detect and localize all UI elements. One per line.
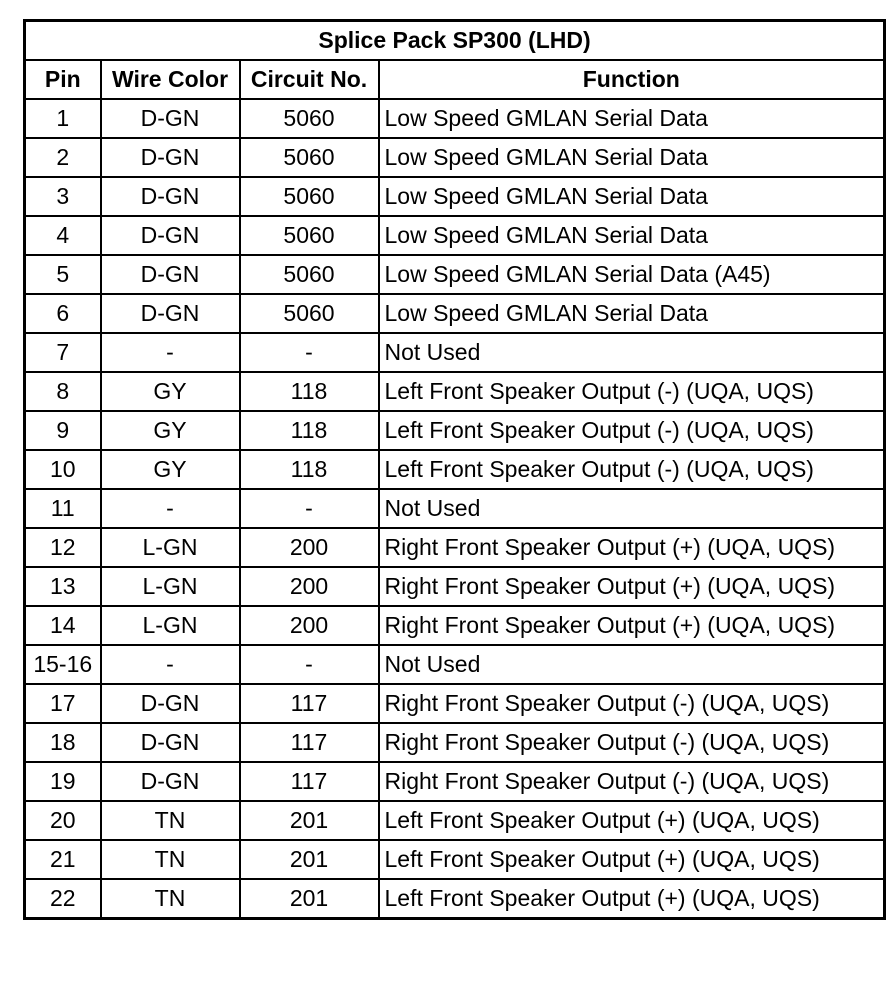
- function-cell: Left Front Speaker Output (-) (UQA, UQS): [379, 372, 885, 411]
- header-pin: Pin: [25, 60, 101, 99]
- table-row: [25, 411, 885, 450]
- circuit-cell: -: [240, 333, 379, 372]
- wire-color-cell: GY: [101, 372, 240, 411]
- pin-cell: 19: [25, 762, 101, 801]
- wire-color-cell: -: [101, 645, 240, 684]
- circuit-cell: 117: [240, 723, 379, 762]
- function-cell: Left Front Speaker Output (-) (UQA, UQS): [379, 411, 885, 450]
- pin-cell: 5: [25, 255, 101, 294]
- pin-cell: 12: [25, 528, 101, 567]
- table-row: [25, 840, 885, 879]
- pin-cell: 10: [25, 450, 101, 489]
- wire-color-cell: D-GN: [101, 177, 240, 216]
- table-row: [25, 606, 885, 645]
- pin-cell: 11: [25, 489, 101, 528]
- function-cell: Low Speed GMLAN Serial Data: [379, 138, 885, 177]
- table-row: [25, 450, 885, 489]
- function-cell: Not Used: [379, 489, 885, 528]
- wire-color-cell: GY: [101, 411, 240, 450]
- wire-color-cell: D-GN: [101, 723, 240, 762]
- circuit-cell: 118: [240, 450, 379, 489]
- function-cell: Low Speed GMLAN Serial Data: [379, 177, 885, 216]
- function-cell: Right Front Speaker Output (+) (UQA, UQS): [379, 567, 885, 606]
- table-row: [25, 684, 885, 723]
- circuit-cell: 200: [240, 567, 379, 606]
- function-cell: Right Front Speaker Output (-) (UQA, UQS): [379, 723, 885, 762]
- table-row: [25, 99, 885, 138]
- table-row: [25, 138, 885, 177]
- wire-color-cell: -: [101, 489, 240, 528]
- pin-cell: 14: [25, 606, 101, 645]
- function-cell: Right Front Speaker Output (+) (UQA, UQS): [379, 528, 885, 567]
- circuit-cell: 5060: [240, 255, 379, 294]
- header-circuit-no: Circuit No.: [240, 60, 379, 99]
- circuit-cell: 117: [240, 684, 379, 723]
- pin-cell: 3: [25, 177, 101, 216]
- function-cell: Right Front Speaker Output (+) (UQA, UQS): [379, 606, 885, 645]
- wire-color-cell: L-GN: [101, 606, 240, 645]
- wire-color-cell: D-GN: [101, 255, 240, 294]
- pin-cell: 6: [25, 294, 101, 333]
- table-row: [25, 255, 885, 294]
- table-body: [25, 99, 885, 919]
- circuit-cell: 200: [240, 528, 379, 567]
- wire-color-cell: D-GN: [101, 762, 240, 801]
- circuit-cell: 118: [240, 411, 379, 450]
- function-cell: Left Front Speaker Output (+) (UQA, UQS): [379, 801, 885, 840]
- function-cell: Low Speed GMLAN Serial Data: [379, 216, 885, 255]
- circuit-cell: 118: [240, 372, 379, 411]
- pin-cell: 8: [25, 372, 101, 411]
- circuit-cell: 5060: [240, 177, 379, 216]
- table-title: Splice Pack SP300 (LHD): [25, 21, 885, 61]
- table-row: [25, 762, 885, 801]
- function-cell: Low Speed GMLAN Serial Data: [379, 294, 885, 333]
- circuit-cell: 5060: [240, 294, 379, 333]
- header-row: [25, 60, 885, 99]
- function-cell: Right Front Speaker Output (-) (UQA, UQS): [379, 684, 885, 723]
- function-cell: Not Used: [379, 333, 885, 372]
- wire-color-cell: TN: [101, 801, 240, 840]
- pin-cell: 2: [25, 138, 101, 177]
- pin-cell: 18: [25, 723, 101, 762]
- wire-color-cell: D-GN: [101, 99, 240, 138]
- table-row: [25, 216, 885, 255]
- pin-cell: 21: [25, 840, 101, 879]
- pin-cell: 4: [25, 216, 101, 255]
- function-cell: Not Used: [379, 645, 885, 684]
- function-cell: Left Front Speaker Output (+) (UQA, UQS): [379, 840, 885, 879]
- function-cell: Low Speed GMLAN Serial Data: [379, 99, 885, 138]
- circuit-cell: 201: [240, 879, 379, 919]
- pin-cell: 17: [25, 684, 101, 723]
- circuit-cell: 200: [240, 606, 379, 645]
- circuit-cell: 5060: [240, 138, 379, 177]
- function-cell: Low Speed GMLAN Serial Data (A45): [379, 255, 885, 294]
- circuit-cell: -: [240, 645, 379, 684]
- function-cell: Left Front Speaker Output (+) (UQA, UQS): [379, 879, 885, 919]
- circuit-cell: -: [240, 489, 379, 528]
- pin-cell: 9: [25, 411, 101, 450]
- wire-color-cell: -: [101, 333, 240, 372]
- function-cell: Left Front Speaker Output (-) (UQA, UQS): [379, 450, 885, 489]
- pin-cell: 13: [25, 567, 101, 606]
- wire-color-cell: D-GN: [101, 294, 240, 333]
- wire-color-cell: GY: [101, 450, 240, 489]
- header-wire-color: Wire Color: [101, 60, 240, 99]
- header-function: Function: [379, 60, 885, 99]
- table-row: [25, 528, 885, 567]
- pin-cell: 15-16: [25, 645, 101, 684]
- table-row: [25, 333, 885, 372]
- pin-cell: 7: [25, 333, 101, 372]
- table-row: [25, 879, 885, 919]
- splice-pack-table: [23, 19, 886, 920]
- circuit-cell: 201: [240, 840, 379, 879]
- wire-color-cell: TN: [101, 879, 240, 919]
- circuit-cell: 201: [240, 801, 379, 840]
- table-row: [25, 177, 885, 216]
- wire-color-cell: D-GN: [101, 138, 240, 177]
- wire-color-cell: D-GN: [101, 684, 240, 723]
- pin-cell: 20: [25, 801, 101, 840]
- table-row: [25, 489, 885, 528]
- pin-cell: 1: [25, 99, 101, 138]
- wire-color-cell: L-GN: [101, 528, 240, 567]
- table-row: [25, 801, 885, 840]
- table-row: [25, 645, 885, 684]
- pin-cell: 22: [25, 879, 101, 919]
- title-row: [25, 21, 885, 61]
- wire-color-cell: TN: [101, 840, 240, 879]
- wire-color-cell: D-GN: [101, 216, 240, 255]
- function-cell: Right Front Speaker Output (-) (UQA, UQS): [379, 762, 885, 801]
- circuit-cell: 5060: [240, 99, 379, 138]
- table-row: [25, 567, 885, 606]
- circuit-cell: 117: [240, 762, 379, 801]
- table-row: [25, 723, 885, 762]
- table-row: [25, 294, 885, 333]
- table-row: [25, 372, 885, 411]
- circuit-cell: 5060: [240, 216, 379, 255]
- wire-color-cell: L-GN: [101, 567, 240, 606]
